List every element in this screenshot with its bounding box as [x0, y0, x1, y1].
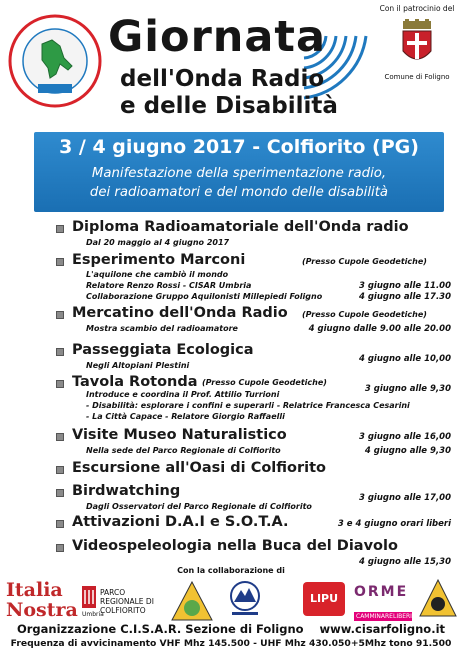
event-title: Visite Museo Naturalistico: [72, 427, 287, 443]
lipu-logo: LIPU: [303, 582, 345, 616]
date-banner: [34, 132, 444, 212]
organization-line: Organizzazione C.I.S.A.R. Sezione di Foligno www.cisarfoligno.it: [16, 622, 446, 636]
event-title: Birdwatching: [72, 483, 181, 499]
event-date-location: 3 / 4 giugno 2017 - Colfiorito (PG): [59, 136, 419, 158]
comune-label: Comune di Foligno: [384, 73, 450, 81]
event-title: Videospeleologia nella Buca del Diavolo: [72, 538, 398, 554]
event-detail: Dagli Osservatori del Parco Regionale di Colfiorito: [86, 502, 312, 511]
orme-logo: [354, 584, 412, 621]
club-alpino-logo: [228, 580, 262, 620]
speleo-group-logo: [418, 578, 458, 620]
poster-title: Giornata: [108, 12, 326, 62]
event-time: 3 giugno alle 9,30: [364, 384, 451, 394]
event-detail: - Disabilità: esplorare i confini e superarli - Relatrice Francesca Cesarini: [86, 401, 410, 410]
event-detail: Nella sede del Parco Regionale di Colfiorito: [86, 446, 281, 455]
parco-emblem-icon: [82, 586, 96, 608]
poster-subtitle-line2: e delle Disabilità: [120, 93, 338, 119]
event-title: Esperimento Marconi: [72, 252, 246, 268]
orme-title: ORME: [354, 584, 409, 600]
italia-nostra-line2: Nostra: [6, 599, 78, 621]
event-detail: L'aquilone che cambiò il mondo: [86, 270, 229, 279]
colfiorito-association-logo: [170, 580, 214, 622]
event-title: Tavola Rotonda: [72, 374, 198, 390]
frequency-line: Frequenza di avvicinamento VHF Mhz 145.500 - UHF Mhz 430.050+5Mhz tono 91.500: [10, 638, 452, 649]
banner-description-line2: dei radioamatori e del mondo delle disabilità: [89, 185, 389, 200]
bullet-icon: [56, 520, 64, 528]
event-venue-note: (Presso Cupole Geodetiche): [302, 310, 427, 319]
event-title: Mercatino dell'Onda Radio: [72, 305, 288, 321]
event-time: 3 giugno alle 11.00: [358, 281, 451, 291]
bullet-icon: [56, 311, 64, 319]
event-detail: Mostra scambio del radioamatore: [86, 324, 238, 333]
bullet-icon: [56, 489, 64, 497]
cisar-logo: [8, 14, 102, 108]
sponsors-label: Con la collaborazione di: [177, 566, 285, 575]
event-time: 3 giugno alle 17,00: [358, 493, 451, 503]
italia-nostra-line1: Italia: [6, 579, 63, 601]
event-detail: - La Città Capace - Relatore Giorgio Raffaelli: [86, 412, 285, 421]
italia-nostra-logo: [6, 580, 78, 620]
event-title: Attivazioni D.A.I e S.O.T.A.: [72, 514, 289, 530]
orme-tagline: CAMMINARELIBERI: [356, 613, 412, 620]
bullet-icon: [56, 225, 64, 233]
event-detail: Collaborazione Gruppo Aquilonisti Millepiedi Foligno: [86, 292, 323, 301]
event-detail: Introduce e coordina il Prof. Attilio Turrioni: [86, 390, 280, 399]
event-time: 3 e 4 giugno orari liberi: [337, 519, 451, 529]
event-title: Passeggiata Ecologica: [72, 342, 254, 358]
event-time: 4 giugno alle 9,30: [364, 446, 451, 456]
event-time: 4 giugno alle 17.30: [358, 292, 451, 302]
bullet-icon: [56, 466, 64, 474]
event-title: Escursione all'Oasi di Colfiorito: [72, 460, 326, 476]
bullet-icon: [56, 544, 64, 552]
patronage-block: [372, 4, 462, 81]
event-detail: Dal 20 maggio al 4 giugno 2017: [86, 238, 230, 247]
event-time: 3 giugno alle 16,00: [358, 432, 451, 442]
event-detail: Negli Altopiani Plestini: [86, 361, 190, 370]
poster-subtitle-line1: dell'Onda Radio: [120, 66, 325, 92]
event-time: 4 giugno alle 15,30: [358, 557, 451, 567]
comune-crest-icon: [397, 19, 437, 69]
event-title: Diploma Radioamatoriale dell'Onda radio: [72, 219, 409, 235]
event-venue-note: (Presso Cupole Geodetiche): [302, 257, 427, 266]
bullet-icon: [56, 433, 64, 441]
poster-header: [0, 0, 462, 130]
bullet-icon: [56, 380, 64, 388]
patronage-label: Con il patrocinio del: [379, 4, 455, 13]
parco-umbria: Umbria: [82, 611, 104, 618]
event-detail: Relatore Renzo Rossi - CISAR Umbria: [86, 281, 252, 290]
bullet-icon: [56, 258, 64, 266]
parco-name: PARCO REGIONALE DI COLFIORITO: [100, 588, 154, 615]
event-time: 4 giugno dalle 9.00 alle 20.00: [308, 324, 451, 334]
event-venue-note: (Presso Cupole Geodetiche): [202, 378, 327, 387]
banner-description-line1: Manifestazione della sperimentazione radio,: [91, 166, 387, 181]
event-time: 4 giugno alle 10,00: [358, 354, 451, 364]
bullet-icon: [56, 348, 64, 356]
